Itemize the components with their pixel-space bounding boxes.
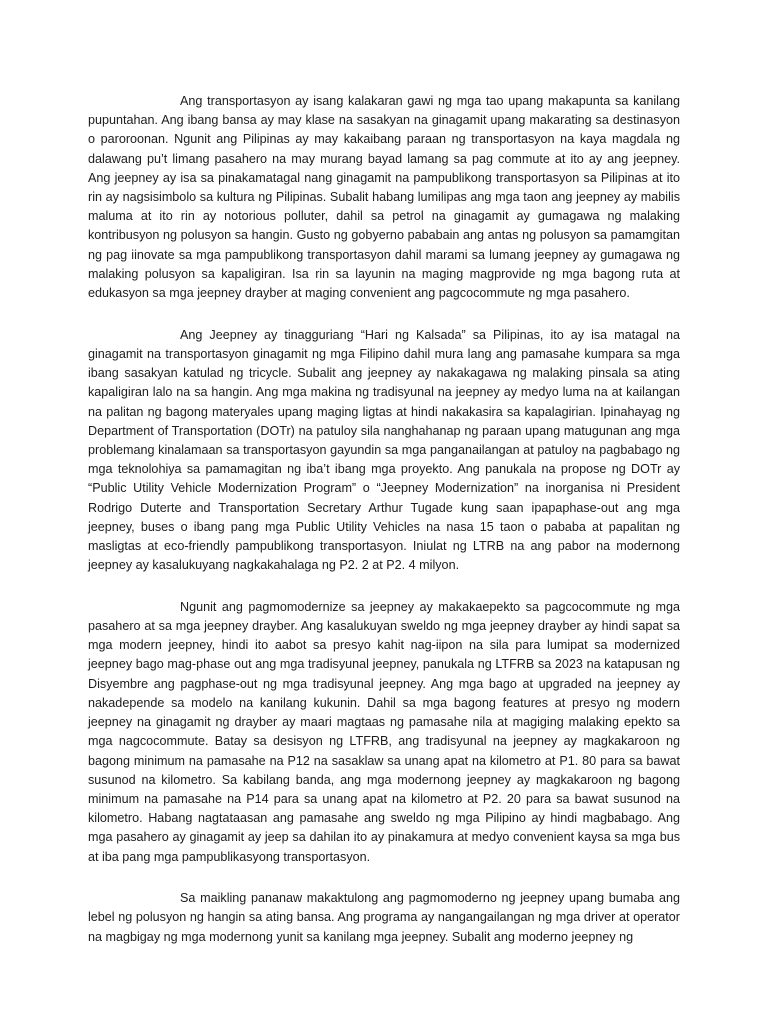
paragraph-introduction: Ang transportasyon ay isang kalakaran gawi ng mga tao upang makapunta sa kanilang pupuntahan. Ang ibang bansa ay may klase na sasakyan na ginagamit upang makarating sa destinasyon o paroroonan. Ngunit ang Pilipinas ay may kakaibang paraan ng transportasyon na kaya magdala ng dalawang pu’t limang pasahero na may murang bayad lamang sa pag commute at ito ay ang jeepney. Ang jeepney ay isa sa pinakamatagal nang ginagamit na pampublikong transportasyon sa Pilipinas at ito rin ay nagsisimbolo sa kultura ng Pilipinas. Subalit habang lumilipas ang mga taon ang jeepney ay mabilis maluma at ito rin ay notorious polluter, dahil sa petrol na ginagamit ay gumagawa ng malaking kontribusyon ng polusyon sa hangin. Gusto ng gobyerno pababain ang antas ng polusyon sa pamamgitan ng pag iinovate sa mga pampublikong transportasyon dahil marami sa lumang jeepney ay gumagawa ng malaking polusyon sa kapaligiran. Isa rin sa layunin na maging magprovide ng mga bagong ruta at edukasyon sa mga jeepney drayber at maging convenient ang pagcocommute ng mga pasahero. — [88, 94, 680, 301]
paragraph-modernization-effects: Ngunit ang pagmomodernize sa jeepney ay makakaepekto sa pagcocommute ng mga pasahero at sa mga jeepney drayber. Ang kasalukuyan sweldo ng mga jeepney drayber ay hindi sapat sa mga modern jeepney, hindi ito aabot sa presyo kahit nag-iipon na sila para lumipat sa modernized jeepney bago mag-phase out ang mga tradisyunal jeepney, panukala ng LTFRB sa 2023 na katapusan ng Disyembre ang pagphase-out ng mga tradisyunal jeepney. Ang mga bago at upgraded na jeepney ay nakadepende sa modelo na kanilang kukunin. Dahil sa mga bagong features at presyo ng modern jeepney na ginagamit ng drayber ay maari magtaas ng pamasahe nila at magiging malaking epekto sa mga nagcocommute. Batay sa desisyon ng LTFRB, ang tradisyunal na jeepney ay magkakaroon ng bagong minimum na pamasahe na P12 na sasaklaw sa unang apat na kilometro at P1. 80 para sa bawat susunod na kilometro. Sa kabilang banda, ang mga modernong jeepney ay magkakaroon ng bagong minimum na pamasahe na P14 para sa unang apat na kilometro at P2. 20 para sa bawat susunod na kilometro. Habang nagtataasan ang pamasahe ang sweldo ng mga Pilipino ay hindi magbabago. Ang mga pasahero ay ginagamit ay jeep sa dahilan ito ay pinakamura at medyo convenient kaysa sa mga bus at iba pang mga pampublikasyong transportasyon. — [88, 599, 680, 864]
paragraph-conclusion: Sa maikling pananaw makaktulong ang pagmomoderno ng jeepney upang bumaba ang lebel ng polusyon ng hangin sa ating bansa. Ang programa ay nangangailangan ng mga driver at operator na magbigay ng mga modernong yunit sa kanilang mga jeepney. Subalit ang moderno jeepney ng — [88, 891, 680, 944]
paragraph-hari-ng-kalsada: Ang Jeepney ay tinagguriang “Hari ng Kalsada” sa Pilipinas, ito ay isa matagal na ginagamit na transportasyon ginagamit ng mga Filipino dahil mura lang ang pamasahe kumpara sa mga ibang sasakyan katulad ng tricycle. Subalit ang jeepney ay nakakagawa ng malaking pinsala sa ating kapaligiran lalo na sa hangin. Ang mga makina ng tradisyunal na jeepney ay medyo luma na at kailangan na palitan ng bagong materyales upang maging ligtas at hindi nakakasira sa kapalagirian. Ipinahayag ng Department of Transportation (DOTr) na patuloy sila nanghahanap ng paraan upang matugunan ang mga problemang kinalamaan sa transportasyon gayundin sa mga panganailangan at patuloy na pagbabago ng mga teknolohiya sa pamamagitan ng iba’t ibang mga proyekto. Ang panukala na propose ng DOTr ay “Public Utility Vehicle Modernization Program” o “Jeepney Modernization” na inorganisa ni President Rodrigo Duterte and Transportation Secretary Arthur Tugade kung saan ipapaphase-out ang mga jeepney, buses o ibang pang mga Public Utility Vehicles na nasa 15 taon o pababa at papalitan ng masligtas at eco-friendly pampublikong transportasyon. Iniulat ng LTRB na ang pabor na modernong jeepney ay kasalukuyang nagkakahalaga ng P2. 2 at P2. 4 milyon. — [88, 327, 680, 573]
document-body — [88, 92, 680, 947]
